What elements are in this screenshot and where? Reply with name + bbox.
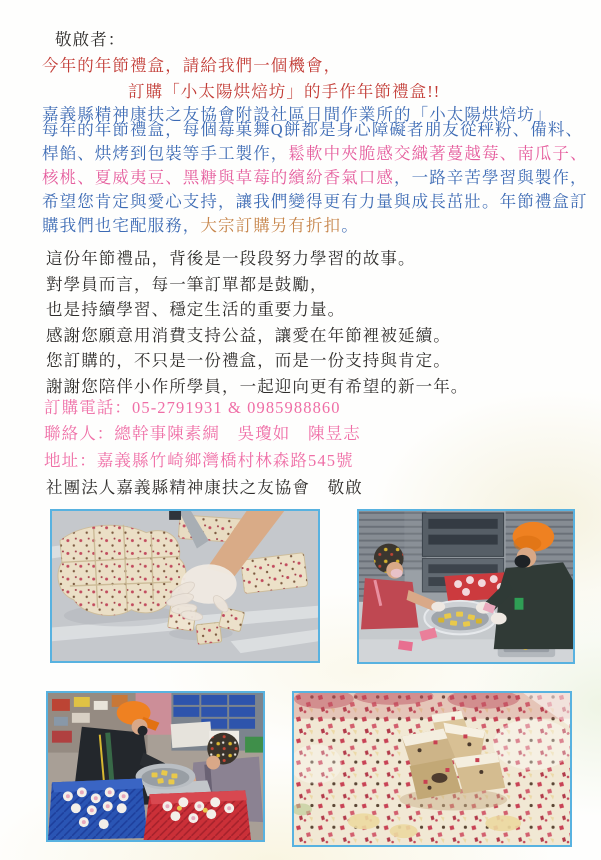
text-segment-discount: 大宗訂購另有折扣 [200,216,342,235]
paragraph-product [42,118,588,238]
headline-line-2: 訂購「小太陽烘焙坊」的手作年節禮盒!! [128,82,441,101]
blue-basket [48,778,148,840]
text-segment: 購我們也宅配服務， [42,216,201,235]
story-line: 謝謝您陪伴小作所學員，一起迎向更有希望的新一年。 [46,376,469,396]
story-line: 感謝您願意用消費支持公益，讓愛在年節裡被延續。 [46,325,451,345]
text-segment-highlight: 核桃、夏威夷豆、黑糖與草莓的繽紛香氣口感 [42,168,394,187]
salutation-line: 敬啟者： [55,30,126,49]
closing-line: 社團法人嘉義縣精神康扶之友協會 敬啟 [46,478,363,497]
story-line: 您訂購的，不只是一份禮盒，而是一份支持與肯定。 [46,351,451,371]
contact-phone: 訂購電話：05-2791931 & 0985988860 [44,398,341,417]
contact-address: 地址：嘉義縣竹崎鄉灣橋村林森路545號 [44,450,354,470]
text-segment: ，一路辛苦學習與製作， [394,168,588,187]
paragraph-line: 希望您肯定與愛心支持，讓我們變得更有力量與成長茁壯。年節禮盒訂 [42,192,588,211]
contact-people: 聯絡人：總幹事陳素綢 吳瓊如 陳昱志 [44,424,361,444]
photo-nougat-closeup [292,691,572,847]
paragraph-line [42,142,588,166]
text-segment: 桿餡、烘烤到包裝等手工製作， [42,144,289,163]
photo-bakery-packing-image [359,511,573,662]
headline-line-1: 今年的年節禮盒，請給我們一個機會， [42,56,342,75]
story-line: 對學員而言，每一筆訂單都是鼓勵， [46,274,328,294]
photo-nougat-closeup-image [294,693,570,845]
green-crate [245,737,263,753]
text-segment: 。 [341,216,359,235]
intro-line: 嘉義縣精神康扶之友協會附設社區日間作業所的「小太陽烘焙坊」 [42,105,553,124]
photo-basket-packing-image [48,693,263,840]
paragraph-story [46,246,468,400]
paragraph-line [42,214,588,238]
photo-bakery-packing [357,509,575,664]
nougat-slab-right [241,553,308,594]
photo-basket-packing [46,691,265,842]
contact-block [44,395,361,474]
photo-cutting-nougat [50,509,320,663]
red-basket [144,790,252,840]
text-segment-highlight: 鬆軟中夾脆感交織著蔓越莓、南瓜子、 [288,144,588,163]
paragraph-line: 每年的年節禮盒，每個莓菓舞Q餅都是身心障礙者朋友從秤粉、備料、 [42,120,584,139]
paragraph-line [42,166,588,190]
story-line: 也是持續學習、穩定生活的重要力量。 [46,300,346,320]
story-line: 這份年節禮品，背後是一段段努力學習的故事。 [46,249,416,268]
photo-cutting-nougat-image [52,511,318,661]
